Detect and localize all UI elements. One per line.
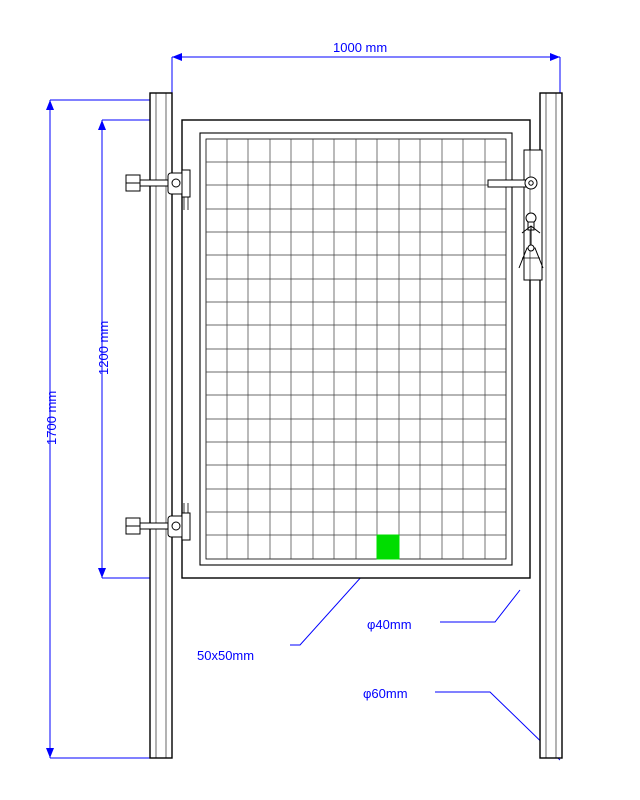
label-frame-diameter: φ40mm: [367, 617, 412, 632]
dim-leaf-height-arrow-bottom: [98, 568, 106, 578]
mesh-highlight-cell: [377, 535, 399, 559]
dim-total-height-arrow-top: [46, 100, 54, 110]
leader-frame: [440, 590, 520, 622]
label-total-height: 1700 mm: [44, 390, 59, 445]
label-overall-width: 1000 mm: [333, 40, 388, 55]
dim-leaf-height-arrow-top: [98, 120, 106, 130]
label-mesh-size: 50x50mm: [197, 648, 255, 663]
dim-width-arrow-left: [172, 53, 182, 61]
label-leaf-height: 1200 mm: [96, 320, 111, 375]
dim-width-arrow-right: [550, 53, 560, 61]
label-post-diameter: φ60mm: [363, 686, 408, 701]
dim-total-height-arrow-bottom: [46, 748, 54, 758]
right-post: [540, 93, 562, 758]
